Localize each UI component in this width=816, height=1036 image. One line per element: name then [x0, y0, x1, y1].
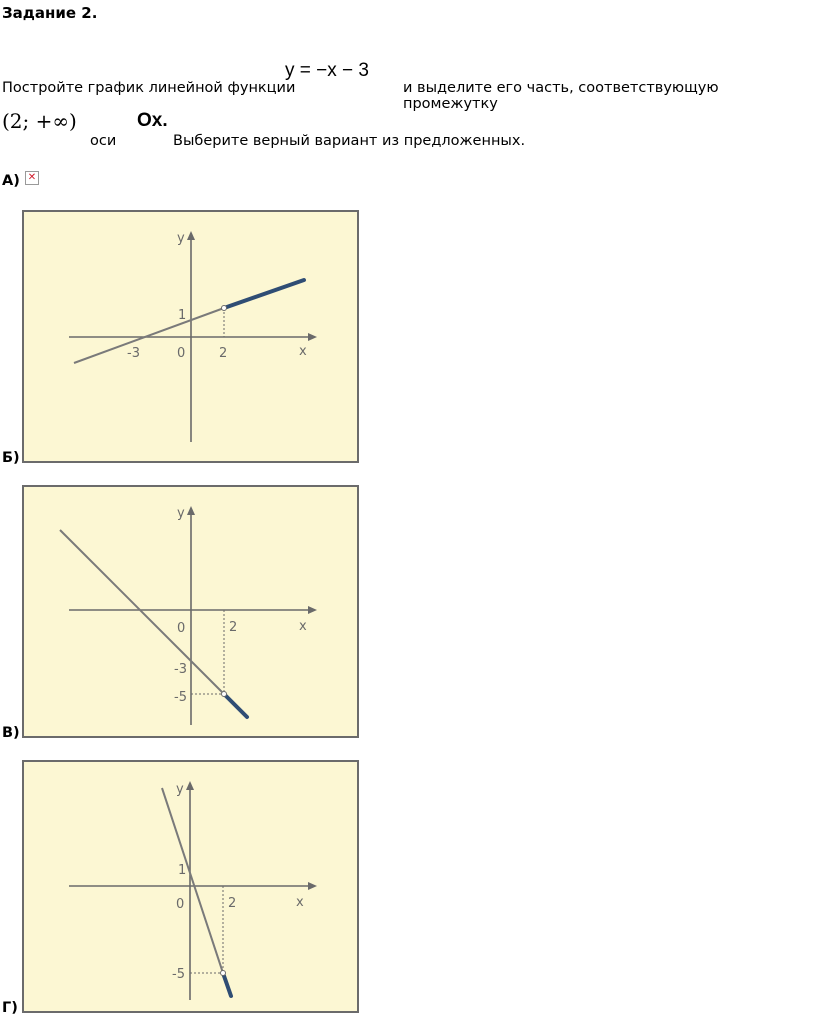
function-line	[74, 308, 224, 363]
x-label: x	[299, 344, 307, 359]
highlighted-segment	[224, 280, 304, 308]
graph-2	[22, 485, 359, 738]
highlighted-segment	[224, 694, 247, 717]
tick-2: 2	[228, 896, 237, 911]
y-axis-arrow	[187, 506, 195, 515]
tick-1: 1	[178, 863, 187, 878]
task-text-end: и выделите его часть, соответствующую промежутку	[403, 80, 719, 112]
y-axis-arrow	[187, 231, 195, 240]
tick-neg5: -5	[172, 967, 185, 982]
x-label: x	[296, 895, 304, 910]
task-text-start: Постройте график линейной функции	[2, 80, 296, 96]
graph-3-svg	[24, 762, 357, 1011]
x-axis-arrow	[308, 333, 317, 341]
y-axis-arrow	[186, 781, 194, 790]
origin-label: 0	[176, 897, 185, 912]
option-v-label: В)	[2, 725, 20, 741]
x-label: x	[299, 619, 307, 634]
open-point	[222, 692, 227, 697]
function-formula: y = −x − 3	[285, 60, 369, 81]
axis-word: оси	[90, 133, 117, 149]
graph-3	[22, 760, 359, 1013]
y-label: y	[177, 231, 185, 246]
function-line	[60, 530, 224, 694]
tick-2: 2	[229, 620, 238, 635]
y-label: y	[176, 782, 184, 797]
tick-neg3: -3	[174, 662, 187, 677]
tick-1: 1	[178, 308, 187, 323]
x-axis-arrow	[308, 882, 317, 890]
highlighted-segment	[223, 973, 231, 996]
tick-2: 2	[219, 346, 228, 361]
axis-name: Ox.	[137, 110, 168, 131]
graph-1	[22, 210, 359, 463]
task-title: Задание 2.	[2, 4, 98, 22]
x-axis-arrow	[308, 606, 317, 614]
task-instruction: Выберите верный вариант из предложенных.	[173, 133, 526, 149]
function-line	[162, 788, 223, 973]
option-a-label: А)	[2, 173, 20, 189]
open-point	[222, 306, 227, 311]
graph-1-svg	[24, 212, 357, 461]
tick-neg5: -5	[174, 690, 187, 705]
origin-label: 0	[177, 621, 186, 636]
option-b-label: Б)	[2, 450, 20, 466]
broken-image-icon: ✕	[25, 171, 39, 185]
origin-label: 0	[177, 346, 186, 361]
interval-formula: (2; +∞)	[2, 109, 77, 133]
option-g-label: Г)	[2, 1000, 18, 1016]
tick-neg3: -3	[127, 346, 140, 361]
open-point	[221, 971, 226, 976]
graph-2-svg	[24, 487, 357, 736]
y-label: y	[177, 506, 185, 521]
